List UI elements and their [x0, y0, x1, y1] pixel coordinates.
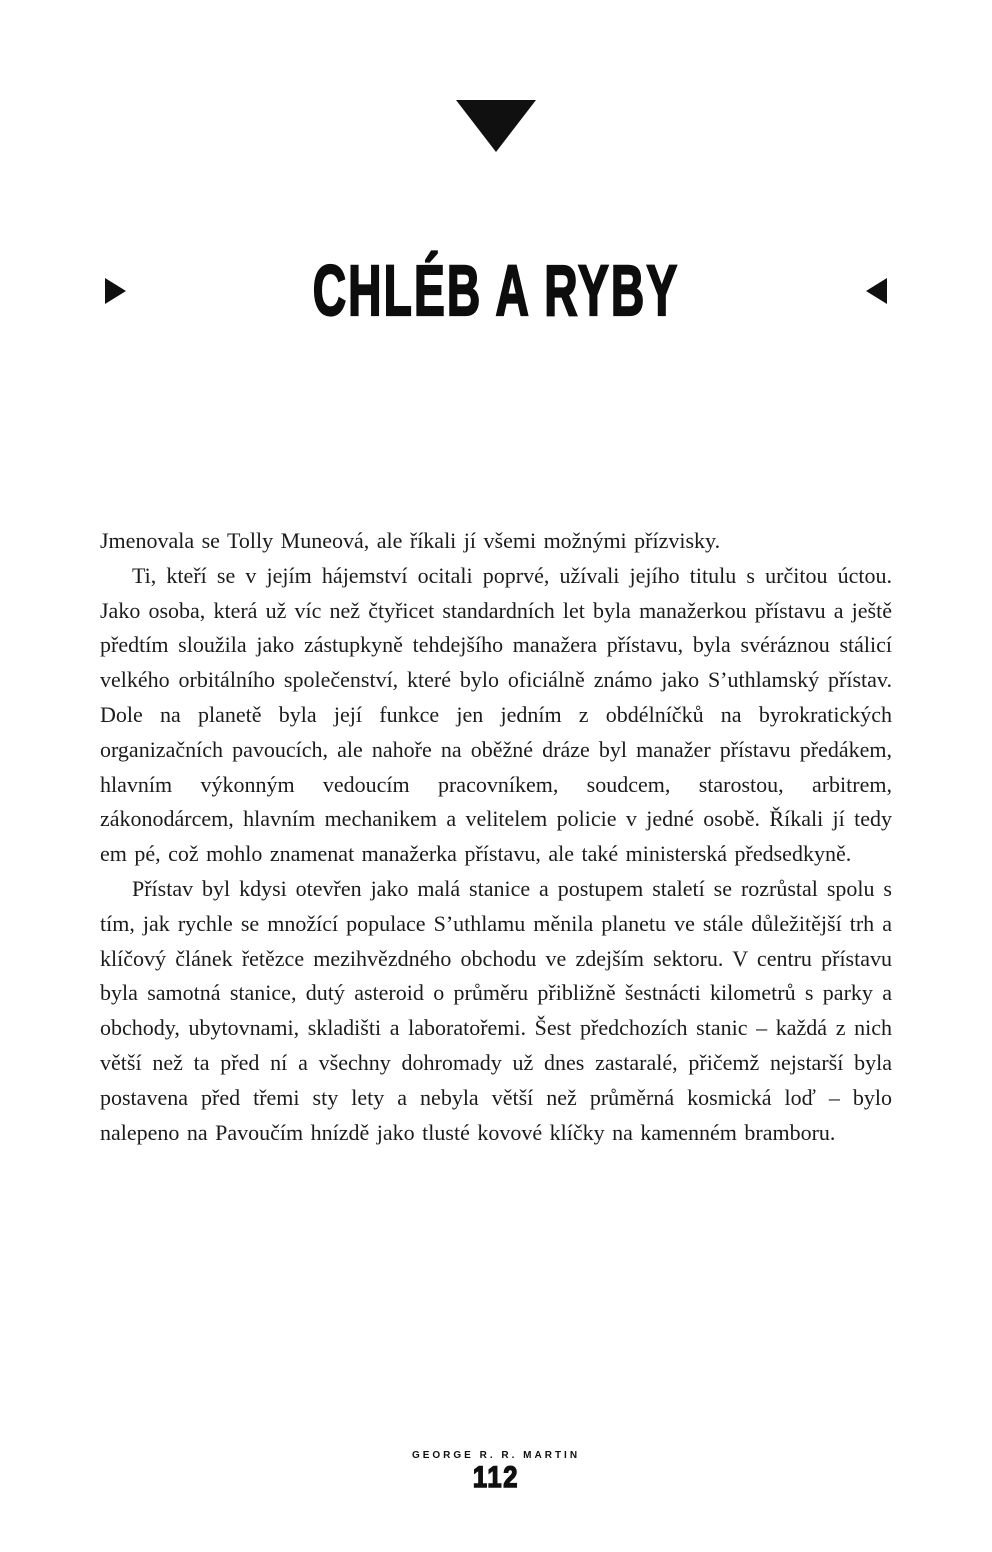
chapter-body-text [100, 524, 892, 1150]
triangle-down-icon [456, 100, 536, 152]
paragraph-2: Ti, kteří se v jejím hájemství ocitali poprvé, užívali jejího titulu s určitou úctou. Jako osoba, která už víc než čtyřicet standardních let byla manažerkou přístavu a ještě předtím sloužila jako zástupkyně tehdejšího manažera přístavu, byla svéráznou stálicí velkého orbitálního společenství, které bylo oficiálně známo jako S’uthlamský přístav. Dole na planetě byla její funkce jen jedním z obdélníčků na byrokratických organizačních pavoucích, ale nahoře na oběžné dráze byl manažer přístavu předákem, hlavním výkonným vedoucím pracovníkem, soudcem, starostou, arbitrem, zákonodárcem, hlavním mechanikem a velitelem policie v jedné osobě. Říkali jí tedy em pé, což mohlo znamenat manažerka přístavu, ale také ministerská předsedkyně. [100, 562, 892, 867]
chapter-title: CHLÉB A RYBY [312, 250, 680, 330]
triangle-left-icon [866, 278, 887, 304]
paragraph-1: Jmenovala se Tolly Muneová, ale říkali jí všemi možnými přízvisky. [100, 528, 721, 553]
page-number: 112 [472, 1461, 520, 1494]
paragraph-3: Přístav byl kdysi otevřen jako malá stanice a postupem staletí se rozrůstal spolu s tím, jak rychle se množící populace S’uthlamu měnila planetu ve stále důležitější trh a klíčový článek řetězce mezihvězdného obchodu ve zdejším sektoru. V centru přístavu byla samotná stanice, dutý asteroid o průměru přibližně šestnácti kilometrů s parky a obchody, ubytovnami, skladišti a laboratořemi. Šest předchozích stanic – každá z nich větší než ta před ní a všechny dohromady už dnes zastaralé, přičemž nejstarší byla postavena před třemi sty lety a nebyla větší než průměrná kosmická loď – bylo nalepeno na Pavoučím hnízdě jako tlusté kovové klíčky na kamenném bramboru. [100, 875, 892, 1145]
chapter-title-row [0, 250, 992, 330]
triangle-right-icon [105, 278, 126, 304]
running-footer-author: GEORGE R. R. MARTIN [411, 1450, 581, 1461]
page-footer [0, 1450, 992, 1493]
